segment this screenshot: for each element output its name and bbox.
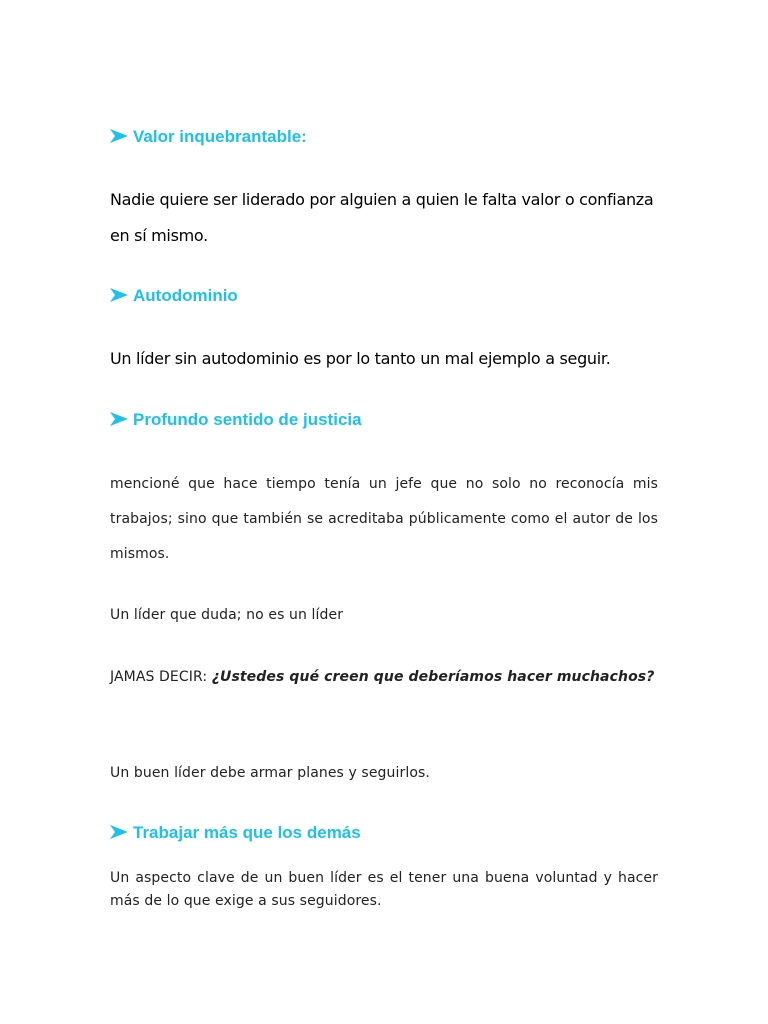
section-heading-justicia [110, 409, 658, 431]
section-heading-trabajar [110, 822, 658, 844]
quote-prefix: JAMAS DECIR: [110, 669, 208, 685]
paragraph-voluntad: Un aspecto clave de un buen líder es el tener una buena voluntad y hacer más de lo que exige a sus seguidores. [110, 870, 658, 909]
paragraph-jefe: mencioné que hace tiempo tenía un jefe que no solo no reconocía mis trabajos; sino que también se acreditaba públicamente como el autor de los mismos. [110, 476, 658, 562]
right-arrow-icon [110, 129, 128, 143]
right-arrow-icon [110, 288, 128, 302]
section-heading-label: Trabajar más que los demás [133, 823, 361, 842]
quote-text: ¿Ustedes qué creen que deberíamos hacer muchachos? [211, 669, 655, 685]
paragraph-lider-duda: Un líder que duda; no es un líder [110, 607, 344, 623]
paragraph-planes: Un buen líder debe armar planes y seguirlos. [110, 765, 430, 781]
section-heading-valor [110, 126, 658, 148]
right-arrow-icon [110, 412, 128, 426]
section-heading-label: Autodominio [133, 286, 238, 305]
right-arrow-icon [110, 825, 128, 839]
section-heading-autodominio [110, 285, 658, 307]
section-heading-label: Profundo sentido de justicia [133, 410, 362, 429]
section-text-valor: Nadie quiere ser liderado por alguien a quien le falta valor o confianza en sí mismo. [110, 190, 654, 245]
section-text-autodominio: Un líder sin autodominio es por lo tanto un mal ejemplo a seguir. [110, 349, 611, 368]
quote-paragraph [110, 660, 658, 695]
section-heading-label: Valor inquebrantable: [133, 127, 307, 146]
